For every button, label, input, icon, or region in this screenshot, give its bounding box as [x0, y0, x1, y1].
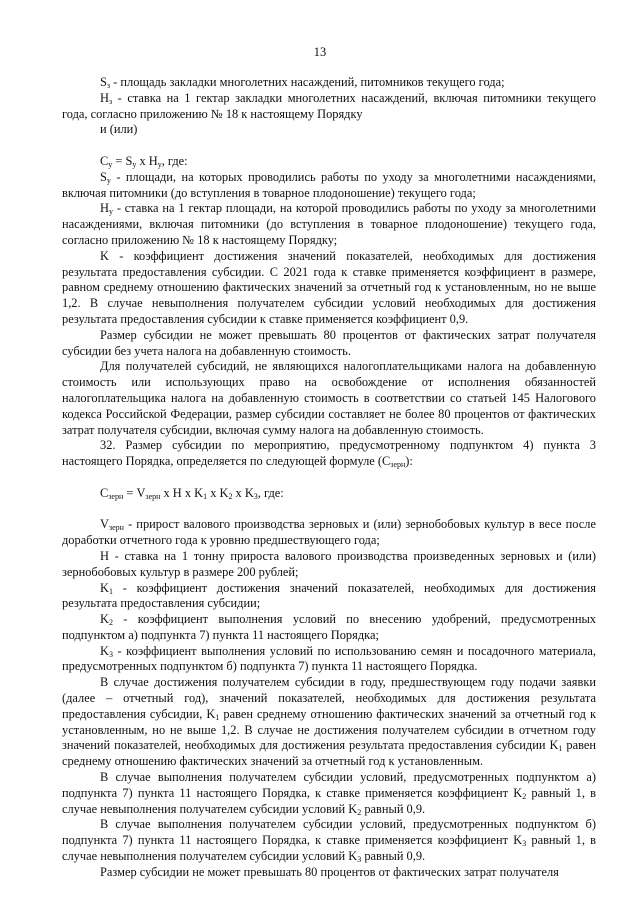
paragraph-text: , где:	[161, 153, 188, 168]
paragraph-text: 32. Размер субсидии по мероприятию, предусмотренному подпунктом 4) пункта 3 настоящего Порядка, определяется по следующей формуле (C	[62, 438, 596, 469]
paragraph	[62, 154, 596, 170]
paragraph-text: Для получателей субсидий, не являющихся налогоплательщиками налога на добавленную стоимость или использующих право на освобождение от исполнения обязанностей налогоплательщика налога на добавленную стоимость в соответствии со статьей 145 Налогового кодекса Российской Федерации, размер субсидии составляет не более 80 процентов от фактических затрат получателя субсидии, включая сумму налога на добавленную стоимость.	[62, 359, 596, 437]
subscript-text: зерн	[108, 523, 124, 533]
paragraph-text: - площади, на которых проводились работы по уходу за многолетними насаждениями, включая питомники (до вступления в товарное плодоношение) текущего года;	[62, 169, 596, 200]
subscript-text: зерн	[108, 491, 124, 501]
subscript-text: у	[132, 159, 137, 169]
paragraph-text: x K	[207, 485, 229, 500]
paragraph-text: C	[100, 485, 109, 500]
paragraph-text: Размер субсидии не может превышать 80 процентов от фактических затрат получателя субсидии без учета налога на добавленную стоимость.	[62, 327, 596, 358]
paragraph	[62, 770, 596, 817]
paragraph	[62, 328, 596, 360]
paragraph	[62, 122, 596, 138]
paragraph-text: ):	[405, 454, 413, 469]
paragraph-text: K	[100, 643, 109, 658]
page-number: 13	[313, 45, 327, 59]
subscript-text: у	[106, 175, 111, 185]
paragraph-text: x H x K	[160, 485, 204, 500]
subscript-text: у	[108, 159, 113, 169]
paragraph-text: V	[100, 517, 109, 532]
paragraph	[62, 438, 596, 470]
paragraph	[62, 644, 596, 676]
subscript-text: 1	[203, 491, 208, 501]
subscript-text: 2	[228, 491, 233, 501]
paragraph	[62, 865, 596, 881]
paragraph-text: K	[100, 580, 109, 595]
paragraph-text: - коэффициент достижения значений показателей, необходимых для достижения результата предоставления субсидии;	[62, 580, 596, 611]
paragraph	[62, 612, 596, 644]
paragraph-text: - ставка на 1 гектар закладки многолетних насаждений, включая питомники текущего года, согласно приложению № 18 к настоящему Порядку	[62, 90, 596, 121]
paragraph-text: равный 0,9.	[361, 801, 426, 816]
paragraph-text: H	[100, 90, 109, 105]
subscript-text: 1	[108, 586, 113, 596]
paragraph	[62, 75, 596, 91]
subscript-text: 2	[108, 618, 113, 628]
subscript-text: 2	[357, 807, 362, 817]
paragraph-text: K - коэффициент достижения значений показателей, необходимых для достижения результата предоставления субсидии. С 2021 года к ставке применяется коэффициент в размере, равном среднему отношению фактических значений за отчетный год к установленным, но не выше 1,2. В случае невыполнения получателем субсидии условий необходимых для достижения результата предоставления субсидии к ставке применяется коэффициент 0,9.	[62, 248, 596, 326]
paragraph	[62, 517, 596, 549]
paragraph-text: В случае выполнения получателем субсидии условий, предусмотренных подпунктом б) подпункта 7) пункта 11 настоящего Порядка, к ставке применяется коэффициент K	[62, 817, 596, 848]
subscript-text: 3	[253, 491, 258, 501]
paragraph-text: H	[100, 201, 109, 216]
paragraph-text: , где:	[257, 485, 284, 500]
paragraph-text: равный 1, в случае невыполнения получателем субсидии условий K	[62, 785, 596, 816]
document-body	[62, 75, 596, 881]
paragraph	[62, 675, 596, 770]
subscript-text: з	[106, 81, 111, 90]
subscript-text: 1	[558, 744, 563, 754]
subscript-text: 3	[108, 649, 113, 659]
paragraph	[62, 249, 596, 328]
paragraph-text: В случае достижения получателем субсидии в году, предшествующем году подачи заявки (далее – отчетный год), значений показателей, необходимых для достижения результата предоставления субсидии, K	[62, 675, 596, 721]
paragraph	[62, 549, 596, 581]
paragraph	[62, 170, 596, 202]
paragraph-text: - коэффициент выполнения условий по внесению удобрений, предусмотренных подпунктом а) подпункта 7) пункта 11 настоящего Порядка;	[62, 612, 596, 642]
paragraph-text: S	[100, 75, 107, 89]
paragraph-text: равный 0,9.	[361, 849, 426, 864]
paragraph-text: Размер субсидии не может превышать 80 процентов от фактических затрат получателя	[100, 864, 559, 879]
subscript-text: 3	[357, 855, 362, 865]
paragraph	[62, 201, 596, 248]
paragraph-text: S	[100, 169, 107, 184]
subscript-text: 2	[522, 791, 527, 801]
subscript-text: 3	[522, 839, 527, 849]
paragraph-text: H - ставка на 1 тонну прироста валового производства произведенных зерновых и (или) зернобобовых культур в размере 200 рублей;	[62, 548, 596, 579]
paragraph-text: и (или)	[100, 122, 138, 137]
paragraph-text: x K	[232, 485, 254, 500]
paragraph-text: C	[100, 153, 109, 168]
paragraph	[62, 486, 596, 502]
paragraph-text: - прирост валового производства зерновых и (или) зернобобовых культур в весе после доработки отчетного года к уровню предшествующего года;	[62, 517, 596, 548]
paragraph-text: K	[100, 612, 109, 627]
paragraph-text: равный 1, в случае невыполнения получателем субсидии условий K	[62, 833, 596, 864]
paragraph-text: x H	[136, 153, 158, 168]
paragraph-text: равен среднему отношению фактических значений за отчетный год к установленным, но не выше 1,2. В случае не достижения получателем субсидии в отчетном году значений показателей, необходимых для достижения результата предоставления субсидии K	[62, 706, 596, 753]
paragraph-text: - ставка на 1 гектар площади, на которой проводились работы по уходу за многолетними насаждениями, включая питомники (до вступления в товарное плодоношение) текущего года, согласно приложению № 18 к настоящему Порядку;	[62, 201, 596, 247]
paragraph	[62, 581, 596, 613]
paragraph-text: = S	[112, 153, 133, 168]
subscript-text: у	[108, 207, 113, 217]
paragraph	[62, 91, 596, 123]
subscript-text: зерн	[145, 491, 161, 501]
paragraph-text: = V	[123, 485, 146, 500]
paragraph-text: В случае выполнения получателем субсидии условий, предусмотренных подпунктом а) подпункта 7) пункта 11 настоящего Порядка, к ставке применяется коэффициент K	[62, 770, 596, 800]
paragraph-text: - площадь закладки многолетних насаждений, питомников текущего года;	[110, 75, 505, 89]
subscript-text: 1	[215, 712, 220, 722]
subscript-text: з	[108, 96, 113, 106]
subscript-text: зерн	[390, 460, 406, 470]
subscript-text: у	[157, 159, 162, 169]
paragraph	[62, 817, 596, 864]
paragraph-text: равен среднему отношению фактических значений за отчетный год к установленным.	[62, 738, 596, 769]
paragraph-text: - коэффициент выполнения условий по использованию семян и посадочного материала, предусмотренных подпунктом б) подпункта 7) пункта 11 настоящего Порядка.	[62, 643, 596, 674]
paragraph	[62, 359, 596, 438]
